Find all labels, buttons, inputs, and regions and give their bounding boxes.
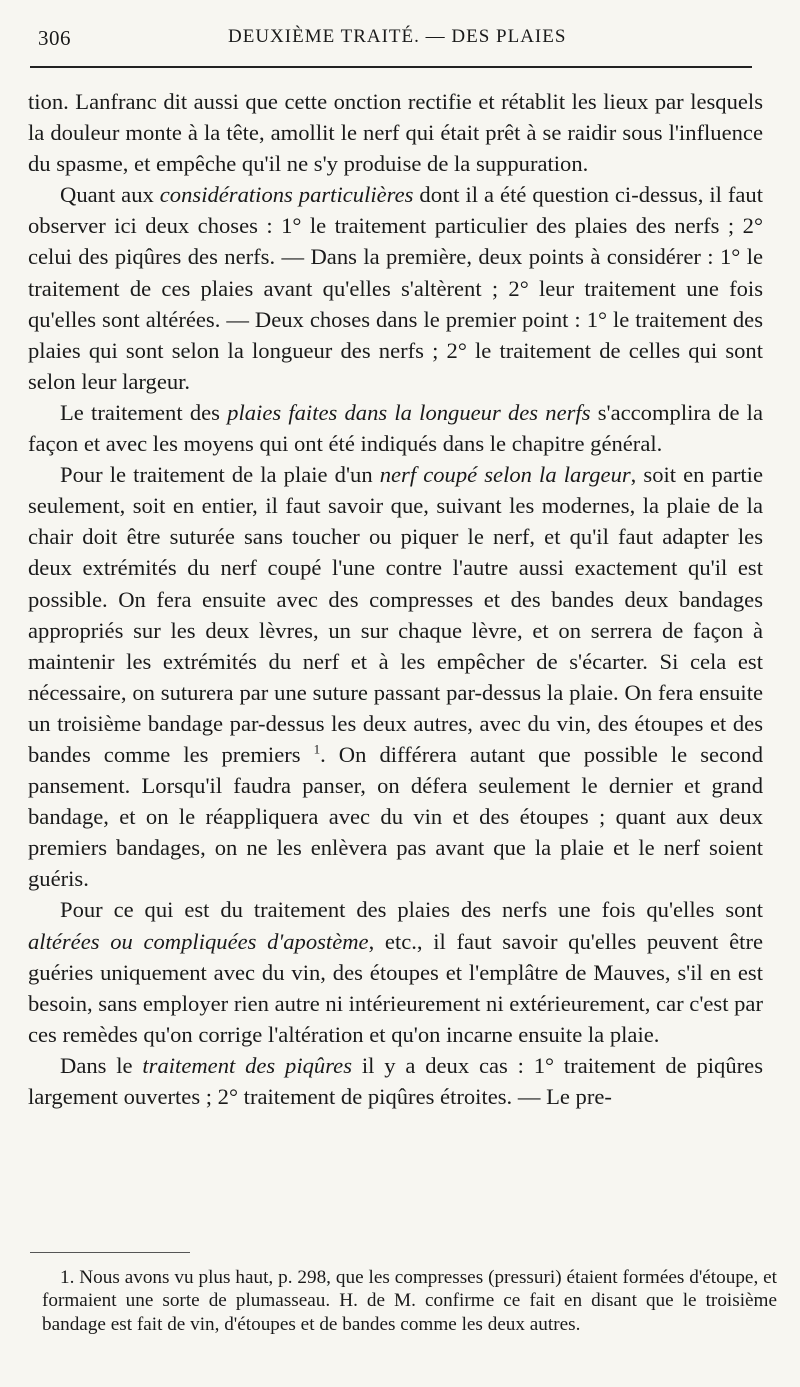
italic-phrase: traitement des piqûres <box>142 1052 352 1078</box>
paragraph-1: tion. Lanfranc dit aussi que cette onction rectifie et rétablit les lieux par lesquels la douleur monte à la tête, amollit le nerf qui était prêt à se raidir sous l'influence du spasme, et empêche qu'il ne s'y produise de la suppuration. <box>28 89 763 177</box>
text-run: Pour ce qui est du traitement des plaies des nerfs une fois qu'elles sont <box>60 897 763 923</box>
paragraph-4 <box>28 459 763 894</box>
text-run: , soit en partie seulement, soit en entier, il faut savoir que, suivant les modernes, la plaie de la chair doit être suturée sans toucher ou piquer le nerf, et qu'il faut adapter les deux extrémités du nerf coupé l'une contre l'autre aussi exactement qu'il est possible. On fera ensuite avec des compresses et des bandes deux bandages appropriés sur les deux lèvres, un sur chaque lèvre, et on serrera de façon à maintenir les extrémités du nerf et à les empêcher de s'écarter. Si cela est nécessaire, on suturera par une suture passant par-dessus la plaie. On fera ensuite un troisième bandage par-dessus les deux autres, avec du vin, des étoupes et des bandes comme les premiers <box>28 462 763 767</box>
footnote-1: 1. Nous avons vu plus haut, p. 298, que les compresses (pressuri) étaient formées d'étoupe, et formaient une sorte de plumasseau. H. de M. confirme ce fait en disant que le troisième bandage est fait de vin, d'étoupes et de bandes comme les deux autres. <box>42 1267 777 1335</box>
paragraph-2 <box>28 179 763 397</box>
page-number: 306 <box>38 26 71 50</box>
text-run: Quant aux <box>60 182 160 208</box>
header-rule <box>30 66 752 68</box>
footnotes <box>42 1266 777 1336</box>
text-run: Dans le <box>60 1052 143 1078</box>
italic-phrase: plaies faites dans la longueur des nerfs <box>227 399 591 425</box>
footnote-marker: 1 <box>313 741 321 757</box>
main-text <box>28 86 763 1112</box>
italic-phrase: considérations particulières <box>159 182 414 208</box>
paragraph-6 <box>28 1050 763 1112</box>
paragraph-5 <box>28 894 763 1049</box>
text-run: dont il a été question ci-dessus, il faut observer ici deux choses : 1° le traitement particulier des plaies des nerfs ; 2° celui des piqûres des nerfs. — Dans la première, deux points à considérer : 1° le traitement de ces plaies avant qu'elles s'altèrent ; 2° leur traitement une fois qu'elles sont altérées. — Deux choses dans le premier point : 1° le traitement des plaies qui sont selon la longueur des nerfs ; 2° le traitement de celles qui sont selon leur largeur. <box>28 182 763 394</box>
text-run: s'accomplira de la façon et avec les moyens qui ont été indiqués dans le chapitre général. <box>28 399 763 457</box>
text-run: il y a deux cas : 1° traitement de piqûres largement ouvertes ; 2° traitement de piqûres étroites. — Le pre- <box>28 1052 763 1109</box>
text-run: Pour le traitement de la plaie d'un <box>60 462 380 488</box>
paragraph-3 <box>28 397 763 459</box>
footnote-rule <box>30 1252 190 1253</box>
text-run: , etc., il faut savoir qu'elles peuvent être guéries uniquement avec du vin, des étoupes et l'emplâtre de Mauves, s'il en est besoin, sans employer rien autre ni intérieurement ni extérieurement, car c'est par ces remèdes qu'on corrige l'altération et qu'on incarne ensuite la plaie. <box>28 928 763 1047</box>
running-head: DEUXIÈME TRAITÉ. — DES PLAIES <box>228 26 567 47</box>
italic-phrase: altérées ou compliquées d'apostème <box>28 928 369 954</box>
text-run: Le traitement des <box>60 399 228 425</box>
italic-phrase: nerf coupé selon la largeur <box>379 462 631 488</box>
page-header <box>38 26 753 60</box>
text-run: . On différera autant que possible le second pansement. Lorsqu'il faudra panser, on défera seulement le dernier et grand bandage, et on le réappliquera avec du vin et des étoupes ; quant aux deux premiers bandages, on ne les enlèvera pas avant que la plaie et le nerf soient guéris. <box>28 741 764 892</box>
